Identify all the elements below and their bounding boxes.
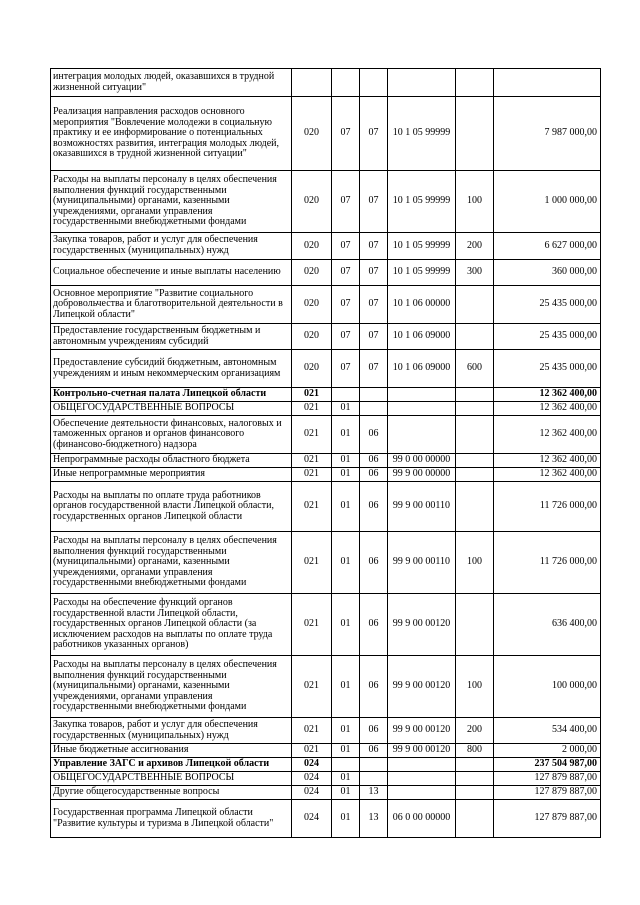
admin-code-cell: 020 [292, 233, 332, 260]
amount-cell: 12 362 400,00 [494, 402, 601, 416]
subsection-code-cell: 07 [360, 171, 388, 233]
admin-code-cell: 020 [292, 260, 332, 286]
expense-name-cell: Расходы на выплаты персоналу в целях обеспечения выполнения функций государственными (муниципальными) органами, казенными учреждениями, органами управления государственными внебюджетными фондами [51, 532, 292, 594]
section-code-cell: 01 [332, 532, 360, 594]
budget-table [50, 68, 601, 838]
table-row [51, 532, 601, 594]
subsection-code-cell [360, 69, 388, 97]
subsection-code-cell: 07 [360, 260, 388, 286]
table-row [51, 718, 601, 744]
table-row [51, 772, 601, 786]
expense-type-cell [456, 786, 494, 800]
subsection-code-cell: 06 [360, 416, 388, 454]
expense-name-cell: интеграция молодых людей, оказавшихся в трудной жизненной ситуации" [51, 69, 292, 97]
admin-code-cell: 024 [292, 772, 332, 786]
table-row [51, 468, 601, 482]
target-article-cell: 10 1 06 09000 [388, 350, 456, 388]
expense-type-cell: 600 [456, 350, 494, 388]
section-code-cell: 07 [332, 97, 360, 171]
table-row [51, 744, 601, 758]
section-code-cell [332, 758, 360, 772]
section-code-cell: 07 [332, 233, 360, 260]
expense-name-cell: ОБЩЕГОСУДАРСТВЕННЫЕ ВОПРОСЫ [51, 402, 292, 416]
target-article-cell: 99 9 00 00110 [388, 532, 456, 594]
table-row [51, 286, 601, 324]
amount-cell: 127 879 887,00 [494, 786, 601, 800]
table-row [51, 324, 601, 350]
subsection-code-cell: 06 [360, 656, 388, 718]
section-code-cell: 01 [332, 656, 360, 718]
target-article-cell: 99 0 00 00000 [388, 454, 456, 468]
target-article-cell [388, 402, 456, 416]
section-code-cell: 01 [332, 482, 360, 532]
admin-code-cell: 021 [292, 482, 332, 532]
expense-name-cell: Расходы на выплаты персоналу в целях обеспечения выполнения функций государственными (муниципальными) органами, казенными учреждениями, органами управления государственными внебюджетными фондами [51, 171, 292, 233]
section-code-cell: 07 [332, 260, 360, 286]
subsection-code-cell [360, 388, 388, 402]
subsection-code-cell [360, 772, 388, 786]
section-code-cell [332, 388, 360, 402]
expense-name-cell: ОБЩЕГОСУДАРСТВЕННЫЕ ВОПРОСЫ [51, 772, 292, 786]
table-row [51, 594, 601, 656]
section-code-cell: 01 [332, 454, 360, 468]
target-article-cell: 10 1 05 99999 [388, 233, 456, 260]
target-article-cell: 10 1 05 99999 [388, 171, 456, 233]
target-article-cell [388, 416, 456, 454]
expense-name-cell: Расходы на выплаты по оплате труда работников органов государственной власти Липецкой области, государственных органов Липецкой области [51, 482, 292, 532]
table-row [51, 260, 601, 286]
expense-name-cell: Предоставление субсидий бюджетным, автономным учреждениям и иным некоммерческим организациям [51, 350, 292, 388]
target-article-cell [388, 758, 456, 772]
section-code-cell: 01 [332, 786, 360, 800]
amount-cell: 12 362 400,00 [494, 416, 601, 454]
amount-cell: 6 627 000,00 [494, 233, 601, 260]
expense-name-cell: Обеспечение деятельности финансовых, налоговых и таможенных органов и органов финансового (финансово-бюджетного) надзора [51, 416, 292, 454]
table-row [51, 69, 601, 97]
table-row [51, 233, 601, 260]
admin-code-cell: 020 [292, 97, 332, 171]
target-article-cell: 06 0 00 00000 [388, 800, 456, 838]
target-article-cell: 10 1 06 09000 [388, 324, 456, 350]
admin-code-cell: 024 [292, 800, 332, 838]
admin-code-cell: 021 [292, 468, 332, 482]
amount-cell: 237 504 987,00 [494, 758, 601, 772]
expense-type-cell: 200 [456, 718, 494, 744]
amount-cell: 534 400,00 [494, 718, 601, 744]
subsection-code-cell: 07 [360, 350, 388, 388]
admin-code-cell: 021 [292, 532, 332, 594]
expense-name-cell: Закупка товаров, работ и услуг для обеспечения государственных (муниципальных) нужд [51, 233, 292, 260]
table-row [51, 416, 601, 454]
expense-name-cell: Закупка товаров, работ и услуг для обеспечения государственных (муниципальных) нужд [51, 718, 292, 744]
target-article-cell [388, 772, 456, 786]
expense-type-cell [456, 454, 494, 468]
expense-type-cell [456, 594, 494, 656]
expense-name-cell: Реализация направления расходов основного мероприятия "Вовлечение молодежи в социальную практику и ее информирование о потенциальных возможностях развития, интеграция молодых людей, оказавшихся в трудной жизненной ситуации" [51, 97, 292, 171]
amount-cell: 25 435 000,00 [494, 350, 601, 388]
subsection-code-cell: 07 [360, 324, 388, 350]
subsection-code-cell: 13 [360, 800, 388, 838]
budget-table-body [51, 69, 601, 838]
admin-code-cell: 020 [292, 350, 332, 388]
admin-code-cell: 021 [292, 594, 332, 656]
expense-type-cell: 100 [456, 532, 494, 594]
section-code-cell [332, 69, 360, 97]
amount-cell: 25 435 000,00 [494, 324, 601, 350]
expense-name-cell: Иные бюджетные ассигнования [51, 744, 292, 758]
subsection-code-cell: 06 [360, 468, 388, 482]
section-code-cell: 01 [332, 594, 360, 656]
admin-code-cell: 021 [292, 718, 332, 744]
admin-code-cell: 021 [292, 402, 332, 416]
expense-type-cell: 800 [456, 744, 494, 758]
expense-name-cell: Расходы на выплаты персоналу в целях обеспечения выполнения функций государственными (муниципальными) органами, казенными учреждениями, органами управления государственными внебюджетными фондами [51, 656, 292, 718]
table-row [51, 800, 601, 838]
expense-type-cell [456, 97, 494, 171]
table-row [51, 350, 601, 388]
admin-code-cell [292, 69, 332, 97]
subsection-code-cell: 07 [360, 286, 388, 324]
amount-cell [494, 69, 601, 97]
section-code-cell: 01 [332, 800, 360, 838]
section-code-cell: 01 [332, 772, 360, 786]
admin-code-cell: 021 [292, 416, 332, 454]
admin-code-cell: 021 [292, 388, 332, 402]
table-row [51, 656, 601, 718]
expense-type-cell [456, 416, 494, 454]
subsection-code-cell: 07 [360, 97, 388, 171]
admin-code-cell: 021 [292, 454, 332, 468]
expense-name-cell: Управление ЗАГС и архивов Липецкой области [51, 758, 292, 772]
target-article-cell: 99 9 00 00120 [388, 594, 456, 656]
amount-cell: 12 362 400,00 [494, 388, 601, 402]
amount-cell: 2 000,00 [494, 744, 601, 758]
subsection-code-cell: 06 [360, 454, 388, 468]
table-row [51, 171, 601, 233]
amount-cell: 127 879 887,00 [494, 800, 601, 838]
expense-type-cell: 100 [456, 171, 494, 233]
expense-name-cell: Иные непрограммные мероприятия [51, 468, 292, 482]
subsection-code-cell: 06 [360, 594, 388, 656]
target-article-cell: 10 1 05 99999 [388, 97, 456, 171]
amount-cell: 12 362 400,00 [494, 454, 601, 468]
expense-name-cell: Социальное обеспечение и иные выплаты населению [51, 260, 292, 286]
expense-type-cell [456, 482, 494, 532]
table-row-agency [51, 388, 601, 402]
amount-cell: 11 726 000,00 [494, 482, 601, 532]
expense-name-cell: Основное мероприятие "Развитие социального добровольчества и благотворительной деятельности в Липецкой области" [51, 286, 292, 324]
section-code-cell: 01 [332, 468, 360, 482]
section-code-cell: 01 [332, 744, 360, 758]
expense-name-cell: Расходы на обеспечение функций органов государственной власти Липецкой области, государственных органов Липецкой области (за исключением расходов на выплаты по оплате труда работников указанных органов) [51, 594, 292, 656]
expense-type-cell [456, 69, 494, 97]
subsection-code-cell: 06 [360, 482, 388, 532]
amount-cell: 1 000 000,00 [494, 171, 601, 233]
table-row [51, 786, 601, 800]
expense-type-cell: 300 [456, 260, 494, 286]
subsection-code-cell: 06 [360, 718, 388, 744]
amount-cell: 100 000,00 [494, 656, 601, 718]
target-article-cell [388, 786, 456, 800]
admin-code-cell: 020 [292, 286, 332, 324]
expense-name-cell: Непрограммные расходы областного бюджета [51, 454, 292, 468]
subsection-code-cell: 06 [360, 744, 388, 758]
expense-type-cell [456, 800, 494, 838]
expense-type-cell [456, 388, 494, 402]
expense-type-cell: 100 [456, 656, 494, 718]
section-code-cell: 01 [332, 718, 360, 744]
target-article-cell: 10 1 06 00000 [388, 286, 456, 324]
expense-type-cell [456, 324, 494, 350]
section-code-cell: 01 [332, 402, 360, 416]
table-row [51, 402, 601, 416]
amount-cell: 11 726 000,00 [494, 532, 601, 594]
amount-cell: 360 000,00 [494, 260, 601, 286]
admin-code-cell: 021 [292, 744, 332, 758]
expense-name-cell: Государственная программа Липецкой области "Развитие культуры и туризма в Липецкой области" [51, 800, 292, 838]
expense-type-cell: 200 [456, 233, 494, 260]
subsection-code-cell: 13 [360, 786, 388, 800]
subsection-code-cell: 06 [360, 532, 388, 594]
amount-cell: 7 987 000,00 [494, 97, 601, 171]
amount-cell: 127 879 887,00 [494, 772, 601, 786]
expense-type-cell [456, 286, 494, 324]
amount-cell: 25 435 000,00 [494, 286, 601, 324]
section-code-cell: 07 [332, 286, 360, 324]
expense-type-cell [456, 758, 494, 772]
subsection-code-cell: 07 [360, 233, 388, 260]
admin-code-cell: 020 [292, 324, 332, 350]
target-article-cell: 99 9 00 00120 [388, 718, 456, 744]
expense-type-cell [456, 468, 494, 482]
expense-name-cell: Другие общегосударственные вопросы [51, 786, 292, 800]
target-article-cell: 99 9 00 00120 [388, 744, 456, 758]
section-code-cell: 01 [332, 416, 360, 454]
expense-name-cell: Контрольно-счетная палата Липецкой области [51, 388, 292, 402]
target-article-cell: 99 9 00 00000 [388, 468, 456, 482]
expense-name-cell: Предоставление государственным бюджетным и автономным учреждениям субсидий [51, 324, 292, 350]
target-article-cell [388, 69, 456, 97]
table-row-agency [51, 758, 601, 772]
admin-code-cell: 024 [292, 758, 332, 772]
section-code-cell: 07 [332, 350, 360, 388]
table-row [51, 482, 601, 532]
subsection-code-cell [360, 758, 388, 772]
admin-code-cell: 020 [292, 171, 332, 233]
expense-type-cell [456, 402, 494, 416]
section-code-cell: 07 [332, 324, 360, 350]
target-article-cell [388, 388, 456, 402]
admin-code-cell: 021 [292, 656, 332, 718]
section-code-cell: 07 [332, 171, 360, 233]
table-row [51, 454, 601, 468]
amount-cell: 636 400,00 [494, 594, 601, 656]
expense-type-cell [456, 772, 494, 786]
subsection-code-cell [360, 402, 388, 416]
target-article-cell: 99 9 00 00110 [388, 482, 456, 532]
table-row [51, 97, 601, 171]
admin-code-cell: 024 [292, 786, 332, 800]
target-article-cell: 10 1 05 99999 [388, 260, 456, 286]
amount-cell: 12 362 400,00 [494, 468, 601, 482]
target-article-cell: 99 9 00 00120 [388, 656, 456, 718]
